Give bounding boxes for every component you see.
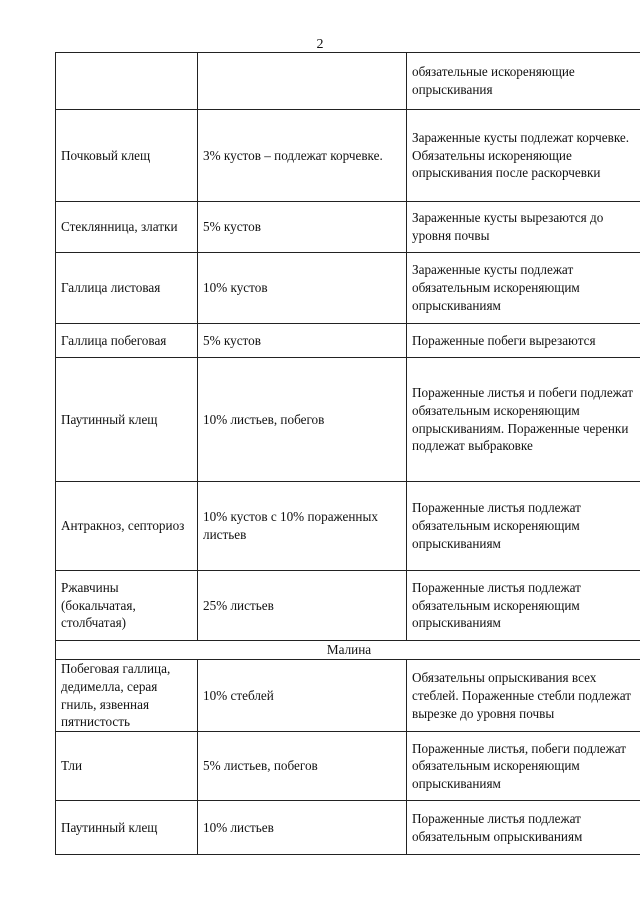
measures-cell: Пораженные побеги вырезаются [407,324,640,358]
threshold-cell: 10% стеблей [198,660,407,732]
pest-cell: Паутинный клещ [56,358,198,482]
threshold-cell: 10% листьев [198,801,407,855]
pest-cell: Галлица побеговая [56,324,198,358]
table-row [56,571,640,641]
page-number: 2 [316,37,324,52]
threshold-cell: 5% листьев, побегов [198,732,407,801]
table-row [56,732,640,801]
measures-cell: Пораженные листья подлежат обязательным искореняющим опрыскиваниям [407,571,640,641]
quarantine-table [55,52,640,855]
pest-cell: Тли [56,732,198,801]
pest-cell: Стеклянница, златки [56,202,198,253]
pest-cell: Побеговая галлица, дедимелла, серая гниль, язвенная пятнистость [56,660,198,732]
table-row [56,324,640,358]
threshold-cell: 25% листьев [198,571,407,641]
threshold-cell: 5% кустов [198,324,407,358]
measures-cell: Обязательны опрыскивания всех стеблей. Пораженные стебли подлежат вырезке до уровня почвы [407,660,640,732]
table-row [56,202,640,253]
measures-cell: Пораженные листья, побеги подлежат обязательным искореняющим опрыскиваниям [407,732,640,801]
table-row [56,110,640,202]
pest-cell: Ржавчины (бокальчатая, столбчатая) [56,571,198,641]
table-row [56,660,640,732]
pest-cell: Паутинный клещ [56,801,198,855]
pest-cell: Почковый клещ [56,110,198,202]
measures-cell: Зараженные кусты подлежат обязательным искореняющим опрыскиваниям [407,253,640,324]
table-row [56,53,640,110]
table-row [56,482,640,571]
table-row [56,253,640,324]
section-row [56,641,640,660]
threshold-cell [198,53,407,110]
pest-cell [56,53,198,110]
measures-cell: Зараженные кусты вырезаются до уровня почвы [407,202,640,253]
measures-cell: Пораженные листья подлежат обязательным искореняющим опрыскиваниям [407,482,640,571]
table-body-currant [56,53,640,641]
measures-cell: Зараженные кусты подлежат корчевке. Обязательны искореняющие опрыскивания после раскорчевки [407,110,640,202]
pest-cell: Галлица листовая [56,253,198,324]
measures-cell: Пораженные листья подлежат обязательным опрыскиваниям [407,801,640,855]
section-title: Малина [56,641,640,660]
pest-cell: Антракноз, септориоз [56,482,198,571]
threshold-cell: 3% кустов – подлежат корчевке. [198,110,407,202]
measures-cell: обязательные искореняющие опрыскивания [407,53,640,110]
table-row [56,801,640,855]
threshold-cell: 10% кустов [198,253,407,324]
threshold-cell: 10% кустов с 10% пораженных листьев [198,482,407,571]
table-row [56,358,640,482]
threshold-cell: 10% листьев, побегов [198,358,407,482]
table-body-raspberry [56,641,640,855]
measures-cell: Пораженные листья и побеги подлежат обязательным искореняющим опрыскиваниям. Пораженные черенки подлежат выбраковке [407,358,640,482]
threshold-cell: 5% кустов [198,202,407,253]
